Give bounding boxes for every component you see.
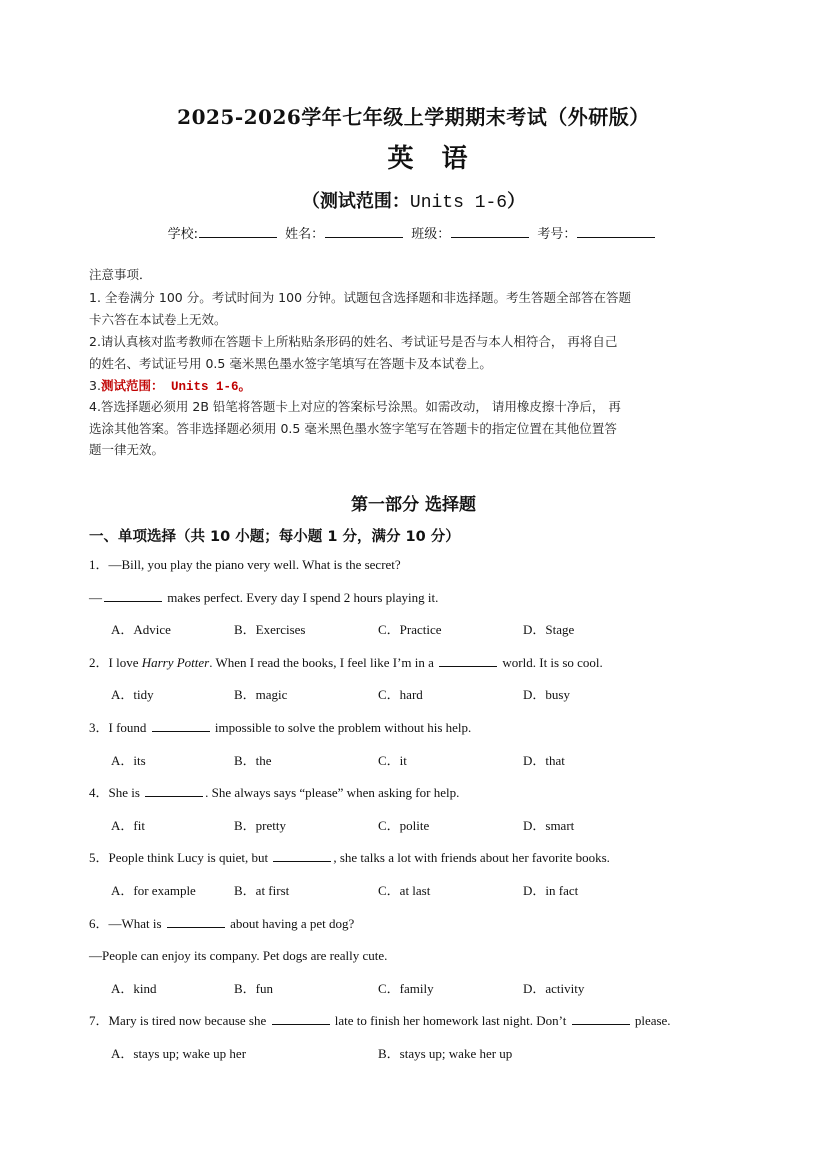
question-2-option-a[interactable]: A．tidy: [111, 687, 154, 703]
question-4-option-b[interactable]: B．pretty: [234, 817, 286, 833]
question-3-option-b[interactable]: B．the: [234, 752, 272, 768]
question-1-option-c[interactable]: C．Practice: [378, 622, 442, 638]
stem-text: about having a pet dog?: [226, 915, 355, 931]
answer-blank[interactable]: [167, 915, 225, 928]
exam-number-label: 考号：: [537, 227, 577, 242]
answer-blank[interactable]: [145, 784, 203, 797]
question-3-option-c[interactable]: C．it: [378, 752, 407, 768]
note-line: 题一律无效。: [89, 442, 165, 457]
stem-text: impossible to solve the problem without his help.: [211, 720, 472, 735]
scope-prefix: （测试范围：: [301, 191, 410, 212]
name-label: 姓名：: [285, 227, 325, 242]
note-line: 4.答选择题必须用 2B 铅笔将答题卡上对应的答案标号涂黑。如需改动， 请用橡皮擦十净后， 再: [89, 399, 621, 414]
stem-text: 6．—What is: [89, 915, 165, 931]
school-blank[interactable]: [199, 225, 277, 238]
question-5-stem: [89, 849, 610, 867]
stem-text: 3．I found: [89, 720, 150, 735]
stem-text: , she talks a lot with friends about her favorite books.: [333, 850, 610, 866]
name-blank[interactable]: [325, 225, 403, 238]
note-line: 选涂其他答案。答非选择题必须用 0.5 毫米黑色墨水签字笔写在答题卡的指定位置在其他位置答: [89, 421, 617, 436]
stem-text: world. It is so cool.: [499, 654, 603, 670]
question-7-option-a[interactable]: A．stays up; wake up her: [111, 1046, 247, 1061]
question-6-option-d[interactable]: D．activity: [523, 980, 585, 996]
question-5-option-b[interactable]: B．at first: [234, 883, 290, 898]
question-7-option-b[interactable]: B．stays up; wake her up: [378, 1046, 513, 1061]
question-5-option-c[interactable]: C．at last: [378, 883, 431, 898]
answer-blank[interactable]: [572, 1012, 630, 1025]
stem-text: . She always says “please” when asking for help.: [205, 785, 460, 801]
test-scope: [0, 190, 827, 215]
question-5-option-d[interactable]: D．in fact: [523, 883, 579, 898]
subject-title: 英语: [387, 144, 496, 174]
stem-text: 1．—Bill, you play the piano very well. What is the secret?: [89, 557, 401, 572]
section-heading: 一、单项选择（共 10 小题；每小题 1 分，满分 10 分）: [89, 529, 460, 545]
stem-text: 2．I love: [89, 654, 142, 670]
question-6-option-b[interactable]: B．fun: [234, 980, 274, 996]
question-3-stem: [89, 719, 471, 737]
note-line: 卡六答在本试卷上无效。: [89, 312, 227, 327]
book-title: Harry Potter: [141, 654, 210, 670]
answer-blank[interactable]: [272, 1012, 330, 1025]
question-4-option-a[interactable]: A．fit: [111, 817, 145, 833]
part-heading: 第一部分 选择题: [351, 495, 476, 515]
question-4-option-c[interactable]: C．polite: [378, 817, 430, 833]
note-scope-units: Units 1-6。: [163, 380, 251, 394]
note-number: 3.: [89, 378, 101, 393]
notes-heading: 注意事项．: [89, 267, 152, 282]
scope-suffix: ）: [507, 191, 526, 212]
note-line: 1. 全卷满分 100 分。考试时间为 100 分钟。试题包含选择题和非选择题。考生答题全部答在答题: [89, 290, 632, 305]
note-scope-label: 测试范围：: [100, 378, 164, 393]
question-7-stem: [89, 1012, 671, 1030]
question-4-stem: [89, 784, 459, 802]
question-6-option-c[interactable]: C．family: [378, 980, 434, 996]
stem-text: . When I read the books, I feel like I’m in a: [209, 654, 438, 670]
question-1-option-b[interactable]: B．Exercises: [234, 622, 306, 638]
class-blank[interactable]: [451, 225, 529, 238]
note-line: 的姓名、考试证号用 0.5 毫米黑色墨水签字笔填写在答题卡及本试卷上。: [89, 356, 492, 371]
question-2-stem: [89, 654, 603, 672]
stem-text: 5．People think Lucy is quiet, but: [89, 850, 272, 866]
question-1-stem: [89, 556, 401, 574]
question-6-option-a[interactable]: A．kind: [111, 980, 157, 996]
question-2-option-d[interactable]: D．busy: [523, 687, 570, 703]
stem-text: —People can enjoy its company. Pet dogs are really cute.: [89, 948, 388, 964]
student-info-line: [0, 225, 827, 244]
question-6-stem: [89, 915, 354, 933]
answer-blank[interactable]: [152, 719, 210, 732]
exam-title: 2025-2026学年七年级上学期期末考试（外研版）: [177, 105, 650, 129]
stem-text: makes perfect. Every day I spend 2 hours playing it.: [164, 589, 439, 605]
scope-units: Units 1-6: [409, 193, 508, 213]
question-2-option-c[interactable]: C．hard: [378, 687, 423, 703]
question-1-stem: [89, 589, 438, 607]
exam-number-blank[interactable]: [577, 225, 655, 238]
school-label: 学校:: [167, 227, 198, 242]
stem-text: late to finish her homework last night. Don’t: [331, 1013, 570, 1029]
stem-text: 7．Mary is tired now because she: [89, 1013, 270, 1029]
class-label: 班级：: [411, 227, 451, 242]
question-4-option-d[interactable]: D．smart: [523, 817, 575, 833]
stem-text: —: [89, 589, 102, 605]
stem-text: please.: [631, 1013, 671, 1029]
answer-blank[interactable]: [273, 849, 331, 862]
question-5-option-a[interactable]: A．for example: [111, 883, 196, 898]
stem-text: 4．She is: [89, 785, 144, 801]
answer-blank[interactable]: [439, 654, 497, 667]
question-1-option-d[interactable]: D．Stage: [523, 622, 575, 638]
question-3-option-d[interactable]: D．that: [523, 752, 565, 768]
question-1-option-a[interactable]: A．Advice: [111, 622, 171, 638]
question-2-option-b[interactable]: B．magic: [234, 687, 288, 703]
note-scope-line: [89, 377, 251, 396]
question-3-option-a[interactable]: A．its: [111, 752, 146, 768]
note-line: 2.请认真核对监考教师在答题卡上所粘贴条形码的姓名、考试证号是否与本人相符合， 再将自己: [89, 334, 618, 349]
answer-blank[interactable]: [104, 589, 162, 602]
question-6-stem: [89, 947, 387, 965]
